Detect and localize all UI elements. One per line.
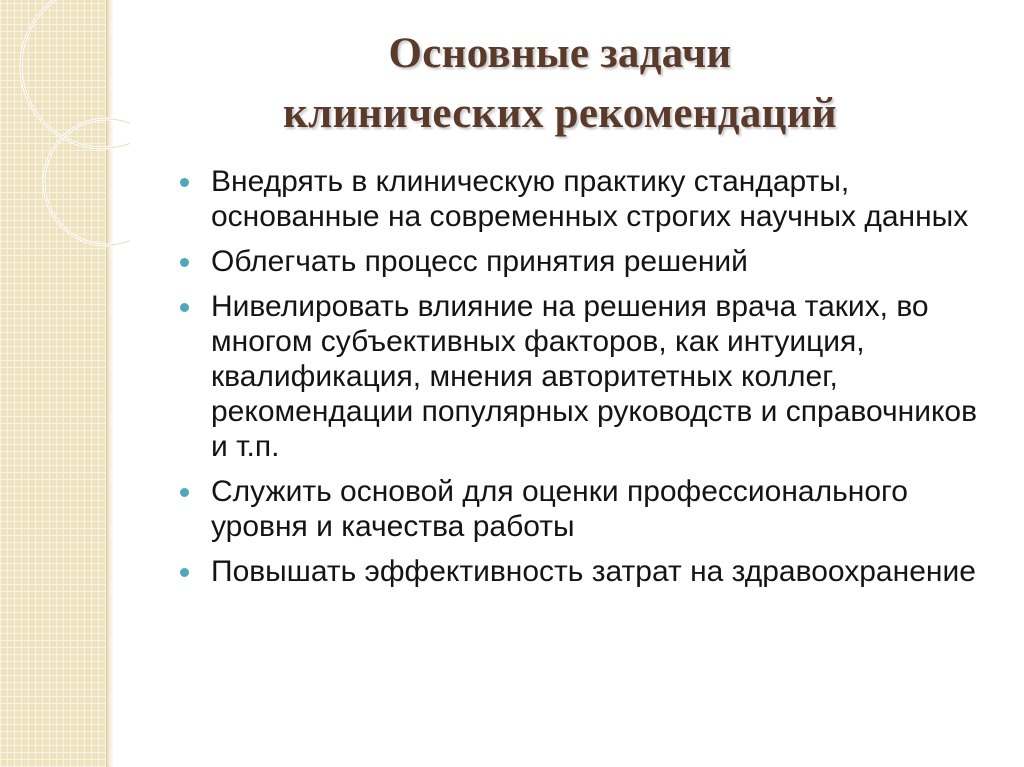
slide-title	[150, 24, 970, 144]
list-item	[180, 244, 1000, 279]
bullet-list	[180, 164, 1000, 599]
list-item	[180, 289, 1000, 464]
title-line-1: Основные задачи	[388, 30, 732, 77]
bullet-dot-icon	[180, 258, 189, 267]
ring-circles-decoration	[0, 0, 130, 260]
bullet-text: Облегчать процесс принятия решений	[211, 245, 748, 278]
bullet-text: Нивелировать влияние на решения врача таких, во многом субъективных факторов, как интуиция, квалификация, мнения авторитетных коллег, рекомендации популярных руководств и справочников и т.п.	[211, 290, 978, 463]
bullet-text: Внедрять в клиническую практику стандарты, основанные на современных строгих научных данных	[211, 165, 969, 233]
list-item	[180, 164, 1000, 234]
list-item	[180, 474, 1000, 544]
bullet-dot-icon	[180, 488, 189, 497]
bullet-dot-icon	[180, 178, 189, 187]
bullet-text: Повышать эффективность затрат на здравоохранение	[211, 555, 976, 588]
bullet-dot-icon	[180, 303, 189, 312]
bullet-text: Служить основой для оценки профессионального уровня и качества работы	[211, 475, 908, 543]
title-line-2: клинических рекомендаций	[283, 90, 837, 137]
list-item	[180, 554, 1000, 589]
bullet-dot-icon	[180, 568, 189, 577]
